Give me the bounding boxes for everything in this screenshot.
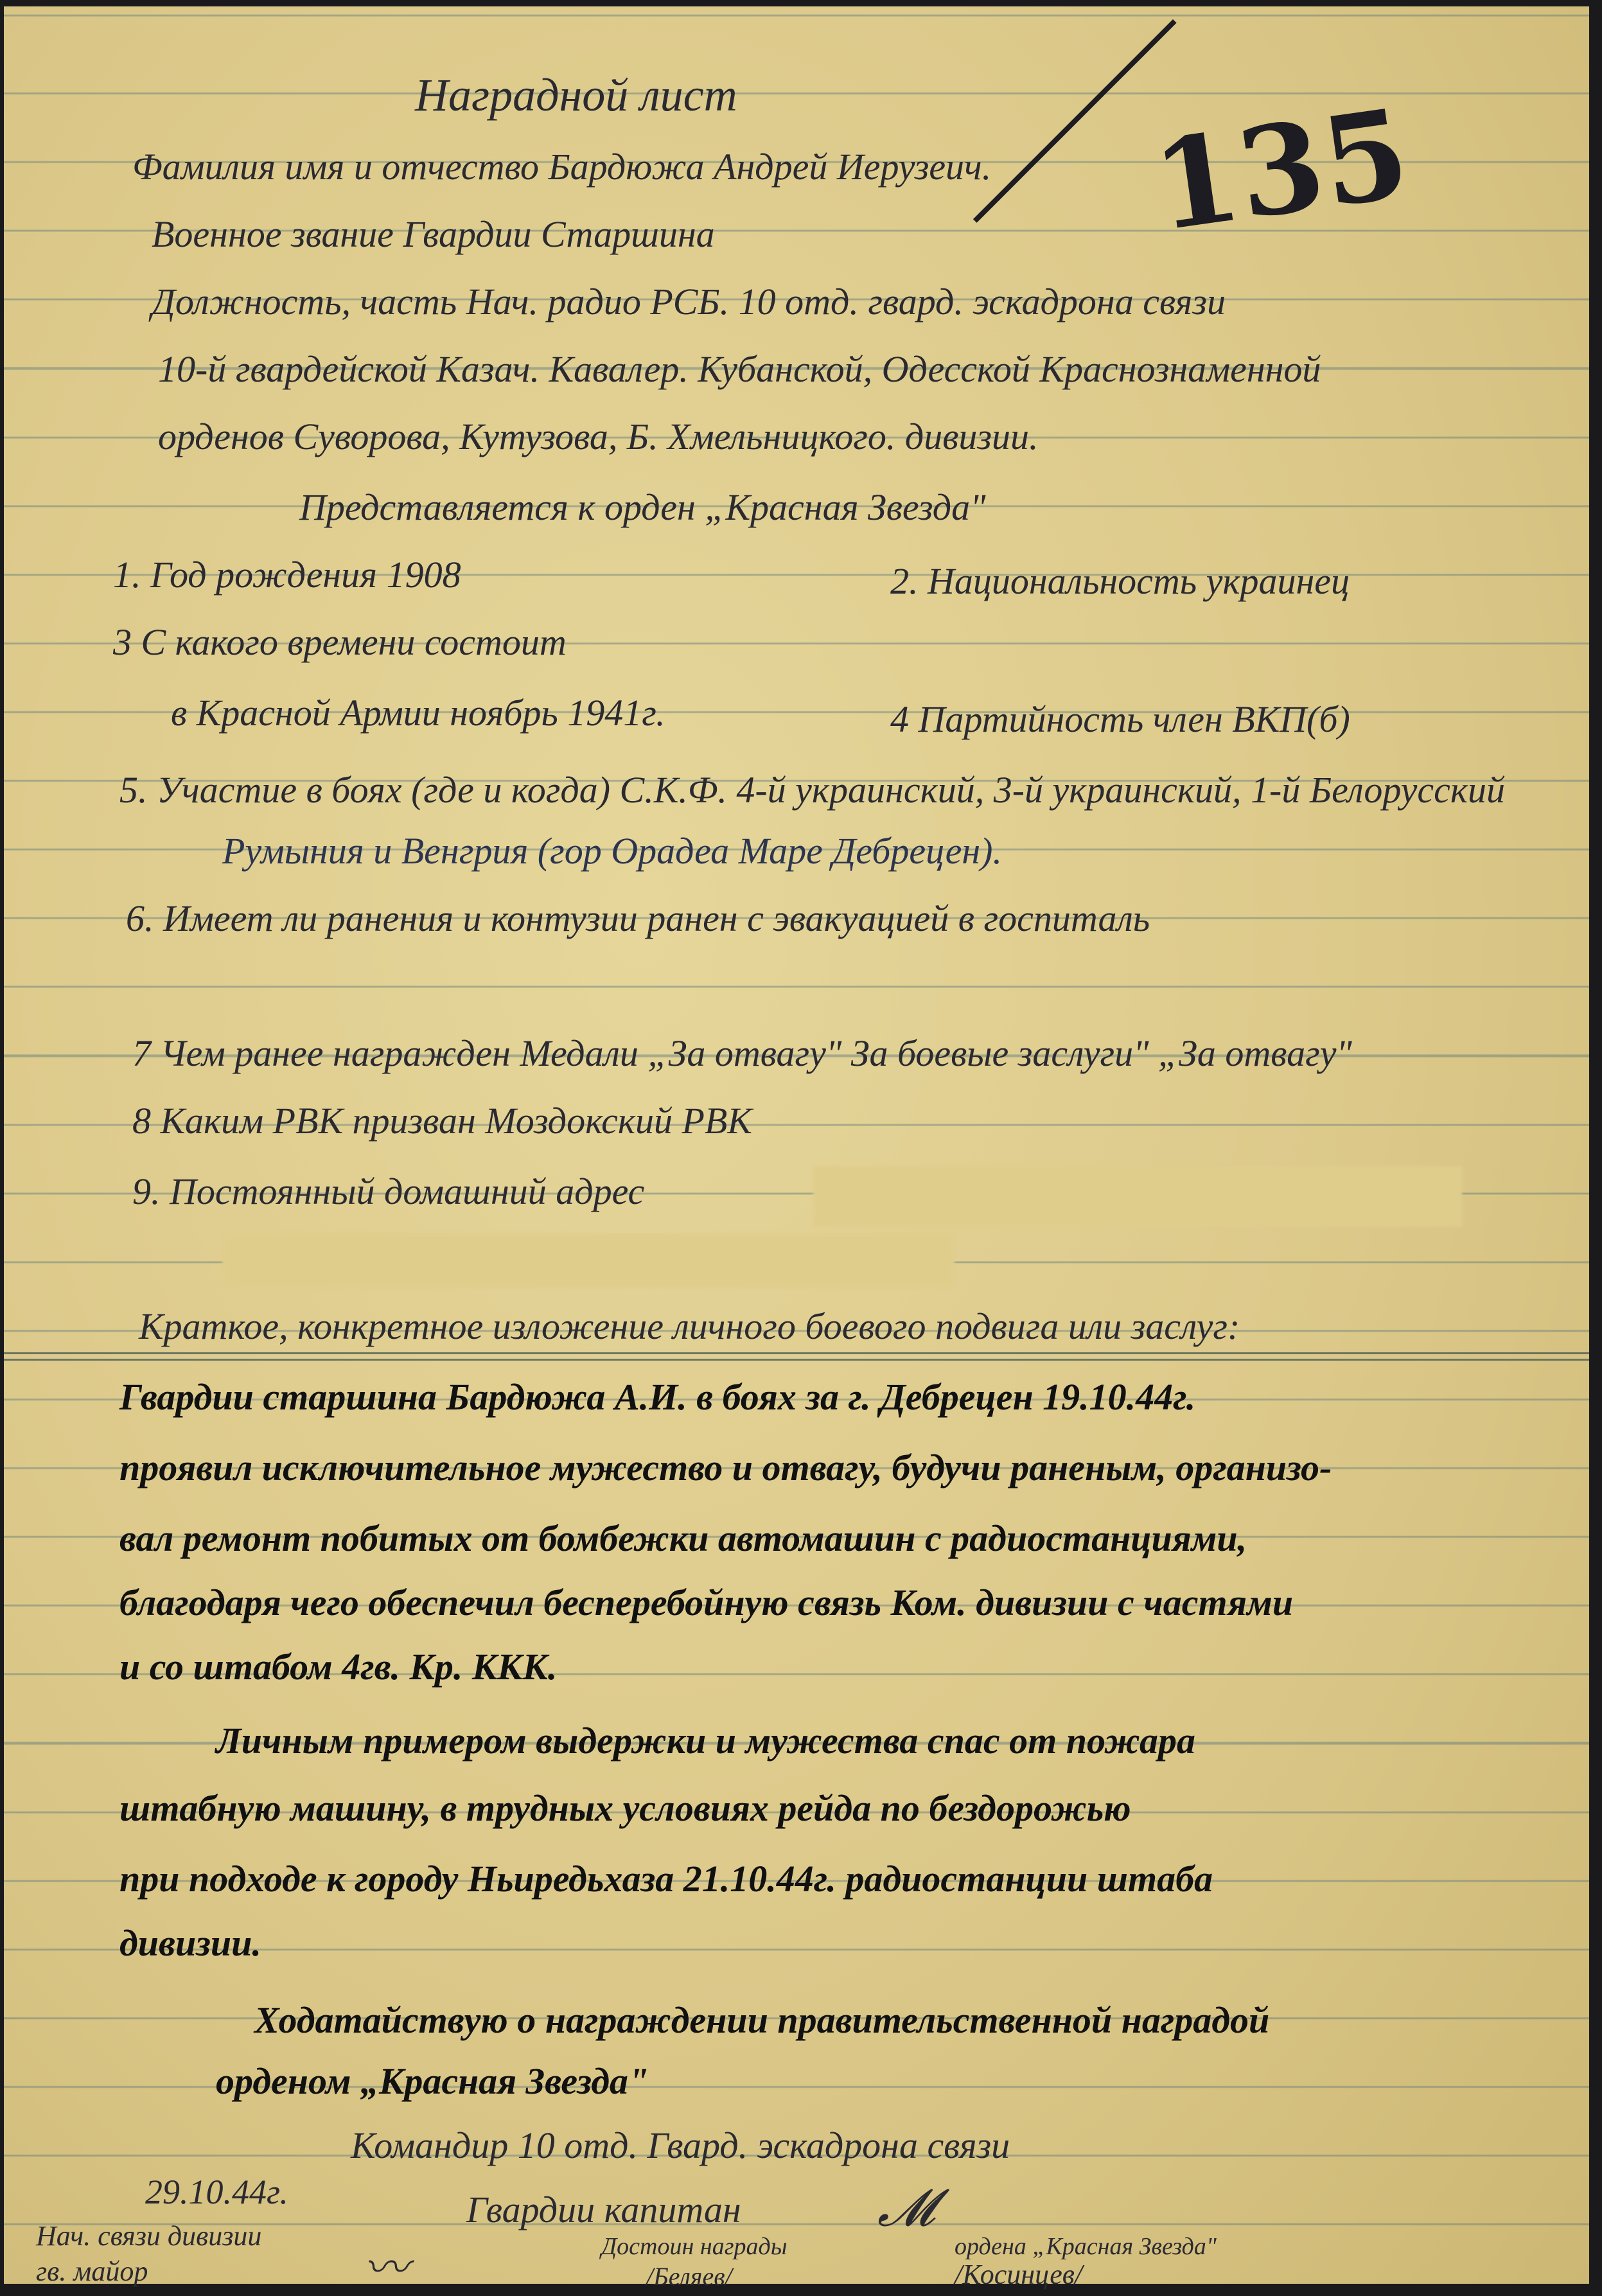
endorsement-text: Достоин награды xyxy=(601,2233,788,2260)
signature-date: 29.10.44г. xyxy=(145,2173,288,2211)
field-position: Должность, часть Нач. радио РСБ. 10 отд. гвард. эскадрона связи xyxy=(152,281,1226,322)
redacted-address xyxy=(222,1233,955,1288)
commander-rank: Гвардии капитан xyxy=(466,2189,741,2230)
signal-chief-title: Нач. связи дивизии xyxy=(36,2220,262,2252)
citation-text: проявил исключительное мужество и отвагу, будучи раненым, организо- xyxy=(119,1447,1332,1488)
signal-chief-rank: гв. майор xyxy=(36,2256,148,2287)
commander-name: /Косинцев/ xyxy=(955,2259,1083,2290)
citation-text: дивизии. xyxy=(119,1922,261,1964)
field-draft-office: 8 Каким РВК призван Моздокский РВК xyxy=(132,1100,752,1142)
citation-text: при подходе к городу Ньиредьхаза 21.10.44г. радиостанции штаба xyxy=(119,1858,1213,1900)
field-rank: Военное звание Гвардии Старшина xyxy=(152,213,715,255)
citation-text: Личным примером выдержки и мужества спас от пожара xyxy=(216,1720,1196,1762)
section-divider xyxy=(4,1359,1589,1361)
field-wounds: 6. Имеет ли ранения и контузии ранен с эвакуацией в госпиталь xyxy=(126,897,1150,939)
redacted-address xyxy=(813,1166,1462,1227)
field-battles: 5. Участие в боях (где и когда) С.К.Ф. 4-й украинский, 3-й украинский, 1-й Белорусский xyxy=(119,769,1505,811)
citation-text: Гвардии старшина Бардюжа А.И. в боях за г. Дебрецен 19.10.44г. xyxy=(119,1376,1196,1418)
citation-heading: Краткое, конкретное изложение личного боевого подвига или заслуг: xyxy=(139,1305,1240,1347)
field-position-cont: 10-й гвардейской Казач. Кавалер. Кубанской, Одесской Краснознаменной xyxy=(158,348,1321,390)
field-position-cont: орденов Суворова, Кутузова, Б. Хмельницкого. дивизии. xyxy=(158,416,1039,457)
citation-text: благодаря чего обеспечил бесперебойную связь Ком. дивизии с частями xyxy=(119,1582,1294,1623)
commander-signature: 𝓜 xyxy=(877,2180,935,2237)
archive-number-mark: 135 xyxy=(1145,81,1418,259)
award-sheet-page xyxy=(4,6,1589,2293)
field-full-name: Фамилия имя и отчество Бардюжа Андрей Иерузеич. xyxy=(132,146,992,188)
endorser-name: /Беляев/ xyxy=(646,2262,732,2291)
petition-text: Ходатайствую о награждении правительственной наградой xyxy=(254,1999,1270,2041)
document-title: Наградной лист xyxy=(415,69,737,121)
field-home-address: 9. Постоянный домашний адрес xyxy=(132,1170,645,1212)
field-service-since: 3 С какого времени состоит xyxy=(113,621,567,663)
petition-text: орденом „Красная Звезда" xyxy=(216,2060,649,2102)
citation-text: штабную машину, в трудных условиях рейда по бездорожью xyxy=(119,1787,1131,1829)
field-party: 4 Партийность член ВКП(б) xyxy=(890,698,1350,740)
endorsement-award: ордена „Красная Звезда" xyxy=(955,2233,1217,2260)
commander-title: Командир 10 отд. Гвард. эскадрона связи xyxy=(351,2124,1010,2166)
field-battles-cont: Румыния и Венгрия (гор Орадеа Маре Дебрецен). xyxy=(222,830,1002,872)
field-nationality: 2. Национальность украинец xyxy=(890,560,1350,602)
citation-text: вал ремонт побитых от бомбежки автомашин с радиостанциями, xyxy=(119,1517,1247,1559)
signal-chief-signature: 〰 xyxy=(364,2244,409,2293)
field-previous-awards: 7 Чем ранее награжден Медали „За отвагу" За боевые заслуги" „За отвагу" xyxy=(132,1032,1352,1074)
award-nomination: Представляется к орден „Красная Звезда" xyxy=(299,486,986,528)
citation-text: и со штабом 4гв. Кр. ККК. xyxy=(119,1646,558,1688)
field-service-since-value: в Красной Армии ноябрь 1941г. xyxy=(171,692,665,734)
field-birth-year: 1. Год рождения 1908 xyxy=(113,554,461,596)
section-divider xyxy=(4,1352,1589,1354)
